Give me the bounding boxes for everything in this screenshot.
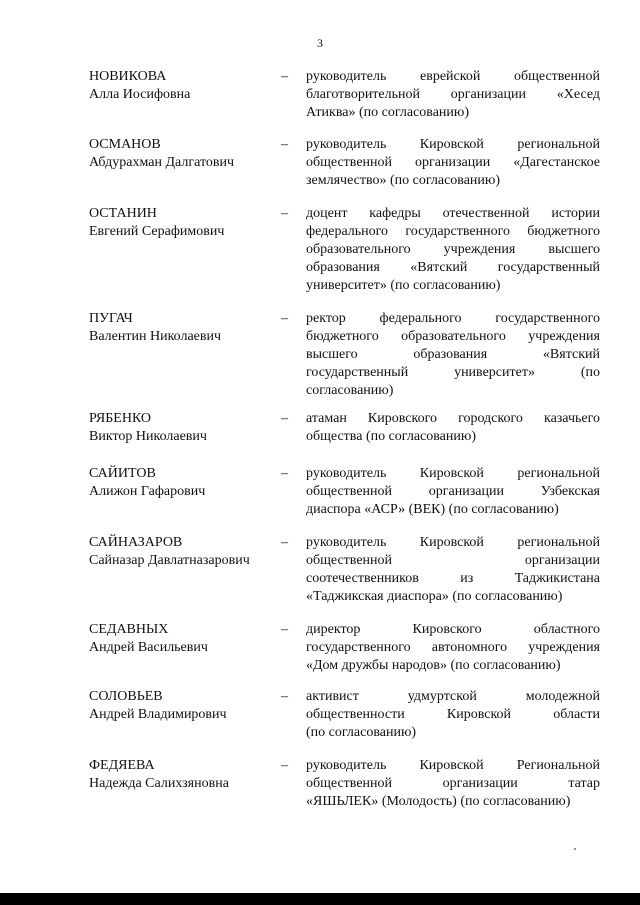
page-number: 3: [317, 36, 323, 50]
member-role: [306, 757, 600, 811]
role-line: благотворительной организации «Хесед: [306, 87, 600, 102]
role-line: высшего образования «Вятский: [306, 347, 600, 362]
separator-dash: –: [281, 622, 288, 637]
role-line: общественной организации: [306, 553, 600, 568]
role-line: соотечественников из Таджикистана: [306, 571, 600, 586]
role-line: университет» (по согласованию): [306, 278, 501, 293]
separator-dash: –: [281, 311, 288, 326]
role-line: «ЯШЬЛЕК» (Молодость) (по согласованию): [306, 794, 571, 809]
member-given-name: Евгений Серафимович: [89, 224, 225, 239]
separator-dash: –: [281, 137, 288, 152]
member-name: [89, 621, 289, 657]
role-line: образовательного учреждения высшего: [306, 242, 600, 257]
member-name: [89, 310, 289, 346]
role-line: атаман Кировского городского казачьего: [306, 411, 600, 426]
scan-speck: [574, 848, 576, 850]
role-line: общественной организации татар: [306, 776, 600, 791]
member-name: [89, 465, 289, 501]
member-name: [89, 136, 289, 172]
separator-dash: –: [281, 206, 288, 221]
member-surname: САЙНАЗАРОВ: [89, 535, 183, 550]
member-given-name: Надежда Салихзяновна: [89, 776, 229, 791]
role-line: руководитель еврейской общественной: [306, 69, 600, 84]
member-name: [89, 68, 289, 104]
separator-dash: –: [281, 466, 288, 481]
member-surname: ОСТАНИН: [89, 206, 157, 221]
role-line: руководитель Кировской региональной: [306, 466, 600, 481]
member-name: [89, 205, 289, 241]
role-line: активист удмуртской молодежной: [306, 689, 600, 704]
member-role: [306, 68, 600, 122]
member-role: [306, 465, 600, 519]
role-line: руководитель Кировской региональной: [306, 535, 600, 550]
role-line: Атиква» (по согласованию): [306, 105, 470, 120]
role-line: (по согласованию): [306, 725, 417, 740]
role-line: бюджетного образовательного учреждения: [306, 329, 600, 344]
separator-dash: –: [281, 689, 288, 704]
role-line: федерального государственного бюджетного: [306, 224, 600, 239]
member-role: [306, 410, 600, 446]
member-given-name: Алижон Гафарович: [89, 484, 206, 499]
member-surname: СОЛОВЬЕВ: [89, 689, 163, 704]
member-given-name: Сайназар Давлатназарович: [89, 553, 250, 568]
member-surname: ФЕДЯЕВА: [89, 758, 155, 773]
member-role: [306, 136, 600, 190]
member-surname: СЕДАВНЫХ: [89, 622, 169, 637]
member-name: [89, 410, 289, 446]
role-line: государственного автономного учреждения: [306, 640, 600, 655]
role-line: согласованию): [306, 383, 394, 398]
role-line: руководитель Кировской региональной: [306, 137, 600, 152]
separator-dash: –: [281, 69, 288, 84]
role-line: руководитель Кировской Региональной: [306, 758, 600, 773]
member-role: [306, 205, 600, 295]
member-surname: НОВИКОВА: [89, 69, 167, 84]
role-line: ректор федерального государственного: [306, 311, 600, 326]
member-given-name: Виктор Николаевич: [89, 429, 207, 444]
role-line: общественности Кировской области: [306, 707, 600, 722]
member-surname: ОСМАНОВ: [89, 137, 161, 152]
separator-dash: –: [281, 758, 288, 773]
member-role: [306, 688, 600, 742]
role-line: общественной организации Узбекская: [306, 484, 600, 499]
member-given-name: Валентин Николаевич: [89, 329, 222, 344]
role-line: землячество» (по согласованию): [306, 173, 501, 188]
scan-bottom-border: [0, 893, 640, 905]
member-name: [89, 534, 289, 570]
role-line: диаспора «АСР» (ВЕК) (по согласованию): [306, 502, 559, 517]
member-given-name: Абдурахман Далгатович: [89, 155, 235, 170]
member-surname: САЙИТОВ: [89, 466, 156, 481]
member-role: [306, 534, 600, 606]
member-given-name: Алла Иосифовна: [89, 87, 191, 102]
role-line: «Дом дружбы народов» (по согласованию): [306, 658, 561, 673]
role-line: образования «Вятский государственный: [306, 260, 600, 275]
role-line: «Таджикская диаспора» (по согласованию): [306, 589, 563, 604]
separator-dash: –: [281, 535, 288, 550]
member-given-name: Андрей Васильевич: [89, 640, 208, 655]
member-surname: РЯБЕНКО: [89, 411, 152, 426]
member-name: [89, 688, 289, 724]
member-name: [89, 757, 289, 793]
member-role: [306, 621, 600, 675]
member-role: [306, 310, 600, 400]
role-line: общественной организации «Дагестанское: [306, 155, 600, 170]
role-line: директор Кировского областного: [306, 622, 600, 637]
member-given-name: Андрей Владимирович: [89, 707, 227, 722]
role-line: государственный университет» (по: [306, 365, 600, 380]
role-line: общества (по согласованию): [306, 429, 476, 444]
role-line: доцент кафедры отечественной истории: [306, 206, 600, 221]
separator-dash: –: [281, 411, 288, 426]
member-surname: ПУГАЧ: [89, 311, 133, 326]
